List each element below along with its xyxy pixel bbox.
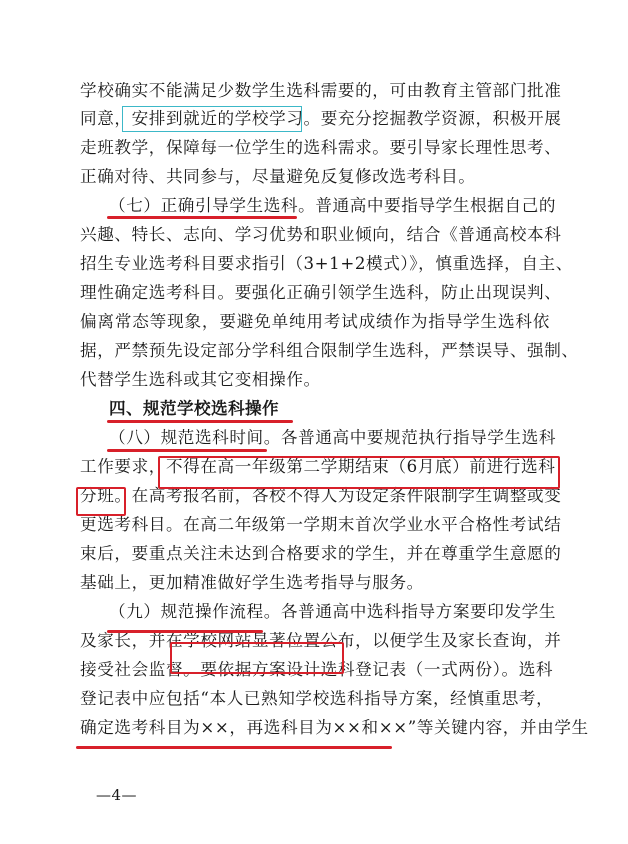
paragraph-line: 接受社会监督。要依据方案设计选科登记表（一式两份）。选科	[80, 660, 554, 679]
paragraph-line: 工作要求，不得在高一年级第二学期结束（6月底）前进行选科	[80, 457, 556, 476]
paragraph-line: 走班教学，保障每一位学生的选科需求。要引导家长理性思考、	[80, 138, 562, 157]
paragraph-line: 代替学生选科或其它变相操作。	[80, 370, 321, 389]
paragraph-line: 及家长，并在学校网站显著位置公布，以便学生及家长查询，并	[80, 631, 562, 650]
paragraph-line: 正确对待、共同参与，尽量避免反复修改选考科目。	[80, 167, 476, 186]
paragraph-line: 同意，安排到就近的学校学习。要充分挖掘教学资源，积极开展	[80, 109, 562, 128]
paragraph-line: 理性确定选考科目。要强化正确引领学生选科，防止出现误判、	[80, 283, 562, 302]
paragraph-line: 偏离常态等现象，要避免单纯用考试成绩作为指导学生选科依	[80, 312, 550, 331]
paragraph-line: 更选考科目。在高二年级第一学期末首次学业水平合格性考试结	[80, 515, 562, 534]
section-eight-first-line: （八）规范选科时间。各普通高中要规范执行指导学生选科	[109, 428, 557, 447]
paragraph-line: 分班。在高考报名前，各校不得人为设定条件限制学生调整或变	[80, 486, 562, 505]
section-seven-first-line: （七）正确引导学生选科。普通高中要指导学生根据自己的	[109, 196, 557, 215]
section-heading: 四、规范学校选科操作	[109, 399, 279, 418]
paragraph-line: 兴趣、特长、志向、学习优势和职业倾向，结合《普通高校本科	[80, 225, 562, 244]
paragraph-line: 束后，要重点关注未达到合格要求的学生，并在尊重学生意愿的	[80, 544, 562, 563]
page-number: —4—	[96, 786, 138, 804]
paragraph-line: 基础上，更加精准做好学生选考指导与服务。	[80, 573, 424, 592]
paragraph-line: 登记表中应包括“本人已熟知学校选科指导方案，经慎重思考，	[80, 689, 554, 708]
paragraph-line: 据，严禁预先设定部分学科组合限制学生选科，严禁误导、强制、	[80, 341, 579, 360]
paragraph-line: 招生专业选考科目要求指引（3+1+2模式）》，慎重选择，自主、	[80, 254, 573, 273]
paragraph-line: 学校确实不能满足少数学生选科需要的，可由教育主管部门批准	[80, 81, 562, 100]
section-nine-first-line: （九）规范操作流程。各普通高中选科指导方案要印发学生	[109, 602, 557, 621]
paragraph-line: 确定选考科目为××，再选科目为××和××”等关键内容，并由学生	[80, 718, 589, 737]
red-underline	[76, 746, 392, 749]
